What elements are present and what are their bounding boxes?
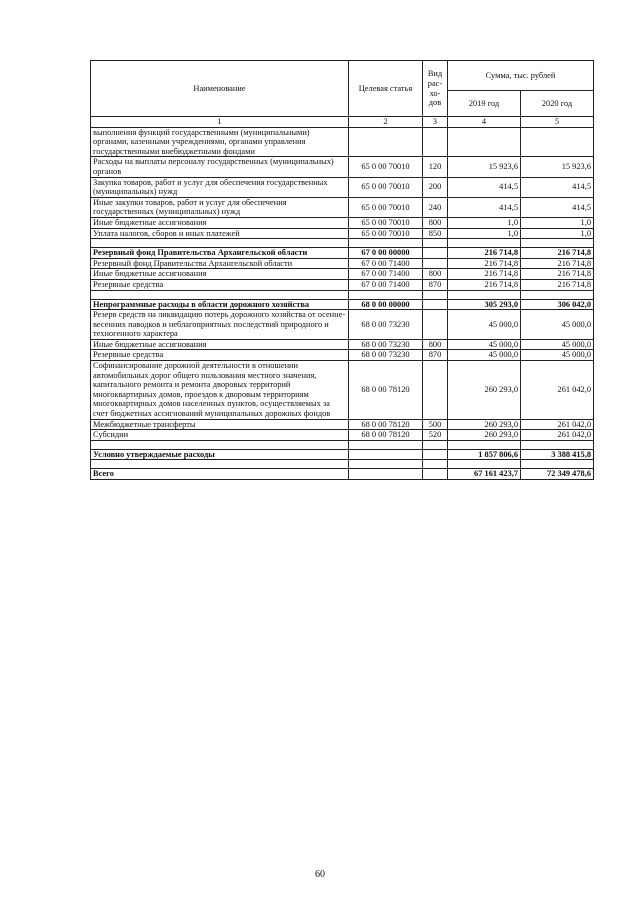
cell-target-code: 65 0 00 70010 <box>349 157 423 177</box>
cell-sum-2020: 261 042,0 <box>521 419 594 430</box>
cell-name: Иные закупки товаров, работ и услуг для обеспечения государственных (муниципальных) нужд <box>91 197 349 217</box>
cell-expense-type <box>423 460 448 469</box>
cell-target-code: 68 0 00 00000 <box>349 299 423 310</box>
cell-target-code <box>349 290 423 299</box>
table-row <box>91 449 594 460</box>
cell-sum-2019: 1,0 <box>448 217 521 228</box>
cell-target-code <box>349 460 423 469</box>
cell-sum-2019 <box>448 460 521 469</box>
table-row <box>91 361 594 420</box>
cell-target-code <box>349 239 423 248</box>
cell-target-code: 68 0 00 78120 <box>349 361 423 420</box>
table-row <box>91 339 594 350</box>
cell-name: Закупка товаров, работ и услуг для обеспечения государственных (муниципальных) нужд <box>91 177 349 197</box>
spacer-row <box>91 460 594 469</box>
cell-sum-2020 <box>521 239 594 248</box>
cell-sum-2020: 216 714,8 <box>521 279 594 290</box>
header-target: Целевая статья <box>349 61 423 117</box>
cell-sum-2019 <box>448 290 521 299</box>
cell-sum-2019: 216 714,8 <box>448 279 521 290</box>
cell-sum-2020 <box>521 127 594 157</box>
cell-expense-type: 870 <box>423 279 448 290</box>
header-sum: Сумма, тыс. рублей <box>448 61 594 91</box>
cell-sum-2020: 45 000,0 <box>521 350 594 361</box>
cell-target-code: 65 0 00 70010 <box>349 177 423 197</box>
cell-target-code: 67 0 00 00000 <box>349 248 423 259</box>
cell-name: Субсидии <box>91 430 349 441</box>
cell-name: Иные бюджетные ассигнования <box>91 217 349 228</box>
cell-name <box>91 440 349 449</box>
table-row <box>91 419 594 430</box>
cell-target-code: 68 0 00 78120 <box>349 419 423 430</box>
table-row <box>91 310 594 340</box>
cell-expense-type: 520 <box>423 430 448 441</box>
spacer-row <box>91 290 594 299</box>
table-row <box>91 350 594 361</box>
cell-expense-type: 800 <box>423 269 448 280</box>
cell-sum-2019: 216 714,8 <box>448 248 521 259</box>
cell-expense-type <box>423 248 448 259</box>
cell-sum-2019: 260 293,0 <box>448 361 521 420</box>
cell-name: Уплата налогов, сборов и иных платежей <box>91 228 349 239</box>
cell-expense-type <box>423 299 448 310</box>
cell-target-code: 68 0 00 73230 <box>349 310 423 340</box>
header-2019: 2019 год <box>448 91 521 117</box>
cell-sum-2020 <box>521 290 594 299</box>
cell-name: Расходы на выплаты персоналу государственных (муниципальных) органов <box>91 157 349 177</box>
table-row <box>91 469 594 480</box>
table-row <box>91 279 594 290</box>
cell-sum-2020: 261 042,0 <box>521 361 594 420</box>
cell-sum-2020: 261 042,0 <box>521 430 594 441</box>
cell-expense-type <box>423 239 448 248</box>
column-number: 3 <box>423 117 448 128</box>
cell-expense-type: 200 <box>423 177 448 197</box>
cell-sum-2019: 45 000,0 <box>448 310 521 340</box>
cell-name: выполнения функций государственными (муниципальными) органами, казенными учреждениями, органами управления государственными внебюджетными фондами <box>91 127 349 157</box>
table-body <box>91 127 594 479</box>
cell-name: Резерв средств на ликвидацию потерь дорожного хозяйства от осенне-весенних паводков и неблагоприятных последствий природного и техногенного характера <box>91 310 349 340</box>
cell-sum-2019: 15 923,6 <box>448 157 521 177</box>
cell-expense-type <box>423 469 448 480</box>
cell-name: Иные бюджетные ассигнования <box>91 269 349 280</box>
cell-sum-2020: 15 923,6 <box>521 157 594 177</box>
table-row <box>91 228 594 239</box>
cell-sum-2020: 414,5 <box>521 197 594 217</box>
cell-name: Резервный фонд Правительства Архангельской области <box>91 258 349 269</box>
table-row <box>91 258 594 269</box>
cell-sum-2020: 216 714,8 <box>521 269 594 280</box>
table-row <box>91 217 594 228</box>
cell-target-code <box>349 449 423 460</box>
page-number: 60 <box>315 869 325 880</box>
cell-sum-2020: 45 000,0 <box>521 310 594 340</box>
cell-sum-2019: 216 714,8 <box>448 269 521 280</box>
cell-expense-type <box>423 258 448 269</box>
cell-sum-2019: 305 293,0 <box>448 299 521 310</box>
table-row <box>91 248 594 259</box>
cell-sum-2020: 45 000,0 <box>521 339 594 350</box>
cell-sum-2020: 1,0 <box>521 228 594 239</box>
cell-expense-type: 120 <box>423 157 448 177</box>
cell-expense-type <box>423 290 448 299</box>
cell-expense-type: 500 <box>423 419 448 430</box>
cell-sum-2020: 216 714,8 <box>521 248 594 259</box>
table-row <box>91 197 594 217</box>
cell-name <box>91 460 349 469</box>
cell-sum-2019: 45 000,0 <box>448 350 521 361</box>
column-number: 1 <box>91 117 349 128</box>
table-row <box>91 299 594 310</box>
cell-name: Резервные средства <box>91 350 349 361</box>
cell-target-code: 65 0 00 70010 <box>349 217 423 228</box>
cell-target-code <box>349 469 423 480</box>
table-row <box>91 269 594 280</box>
header-2020: 2020 год <box>521 91 594 117</box>
column-number: 2 <box>349 117 423 128</box>
cell-target-code: 65 0 00 70010 <box>349 197 423 217</box>
budget-table <box>90 60 594 480</box>
cell-name: Условно утверждаемые расходы <box>91 449 349 460</box>
table-row <box>91 127 594 157</box>
cell-sum-2019: 45 000,0 <box>448 339 521 350</box>
table-row <box>91 157 594 177</box>
cell-expense-type <box>423 449 448 460</box>
cell-sum-2020: 414,5 <box>521 177 594 197</box>
column-number: 5 <box>521 117 594 128</box>
table-header <box>91 61 594 128</box>
cell-expense-type <box>423 310 448 340</box>
spacer-row <box>91 440 594 449</box>
cell-sum-2019 <box>448 440 521 449</box>
column-number: 4 <box>448 117 521 128</box>
cell-name: Иные бюджетные ассигнования <box>91 339 349 350</box>
cell-sum-2019 <box>448 239 521 248</box>
cell-expense-type <box>423 361 448 420</box>
cell-sum-2020 <box>521 440 594 449</box>
cell-sum-2019: 414,5 <box>448 197 521 217</box>
cell-target-code: 67 0 00 71400 <box>349 269 423 280</box>
cell-name <box>91 239 349 248</box>
cell-sum-2020 <box>521 460 594 469</box>
cell-target-code <box>349 127 423 157</box>
cell-expense-type <box>423 127 448 157</box>
cell-target-code: 67 0 00 71400 <box>349 258 423 269</box>
cell-sum-2019: 216 714,8 <box>448 258 521 269</box>
cell-sum-2020: 3 388 415,8 <box>521 449 594 460</box>
spacer-row <box>91 239 594 248</box>
cell-sum-2019: 1 857 806,6 <box>448 449 521 460</box>
cell-target-code: 68 0 00 73230 <box>349 350 423 361</box>
cell-name: Резервный фонд Правительства Архангельской области <box>91 248 349 259</box>
cell-name: Межбюджетные трансферты <box>91 419 349 430</box>
cell-target-code: 65 0 00 70010 <box>349 228 423 239</box>
cell-sum-2019: 1,0 <box>448 228 521 239</box>
cell-name <box>91 290 349 299</box>
cell-sum-2019: 260 293,0 <box>448 430 521 441</box>
cell-name: Софинансирование дорожной деятельности в отношении автомобильных дорог общего пользования местного значения, капитального ремонта и ремонта дворовых территорий многоквартирных домов, проездов к дворовым территориям многоквартирных домов населенных пунктов, осуществляемых за счет бюджетных ассигнований муниципальных дорожных фондов <box>91 361 349 420</box>
cell-name: Резервные средства <box>91 279 349 290</box>
cell-sum-2019 <box>448 127 521 157</box>
cell-target-code: 67 0 00 71400 <box>349 279 423 290</box>
cell-expense-type <box>423 440 448 449</box>
cell-sum-2020: 1,0 <box>521 217 594 228</box>
cell-expense-type: 870 <box>423 350 448 361</box>
cell-expense-type: 240 <box>423 197 448 217</box>
cell-target-code: 68 0 00 73230 <box>349 339 423 350</box>
header-type: Вид рас-хо-дов <box>423 61 448 117</box>
cell-expense-type: 800 <box>423 339 448 350</box>
cell-sum-2020: 72 349 478,6 <box>521 469 594 480</box>
cell-expense-type: 800 <box>423 217 448 228</box>
cell-sum-2020: 306 042,0 <box>521 299 594 310</box>
cell-sum-2019: 414,5 <box>448 177 521 197</box>
cell-name: Непрограммные расходы в области дорожного хозяйства <box>91 299 349 310</box>
header-name: Наименование <box>91 61 349 117</box>
cell-sum-2019: 260 293,0 <box>448 419 521 430</box>
cell-target-code: 68 0 00 78120 <box>349 430 423 441</box>
cell-expense-type: 850 <box>423 228 448 239</box>
cell-sum-2020: 216 714,8 <box>521 258 594 269</box>
table-row <box>91 177 594 197</box>
cell-name: Всего <box>91 469 349 480</box>
table-row <box>91 430 594 441</box>
cell-sum-2019: 67 161 423,7 <box>448 469 521 480</box>
cell-target-code <box>349 440 423 449</box>
